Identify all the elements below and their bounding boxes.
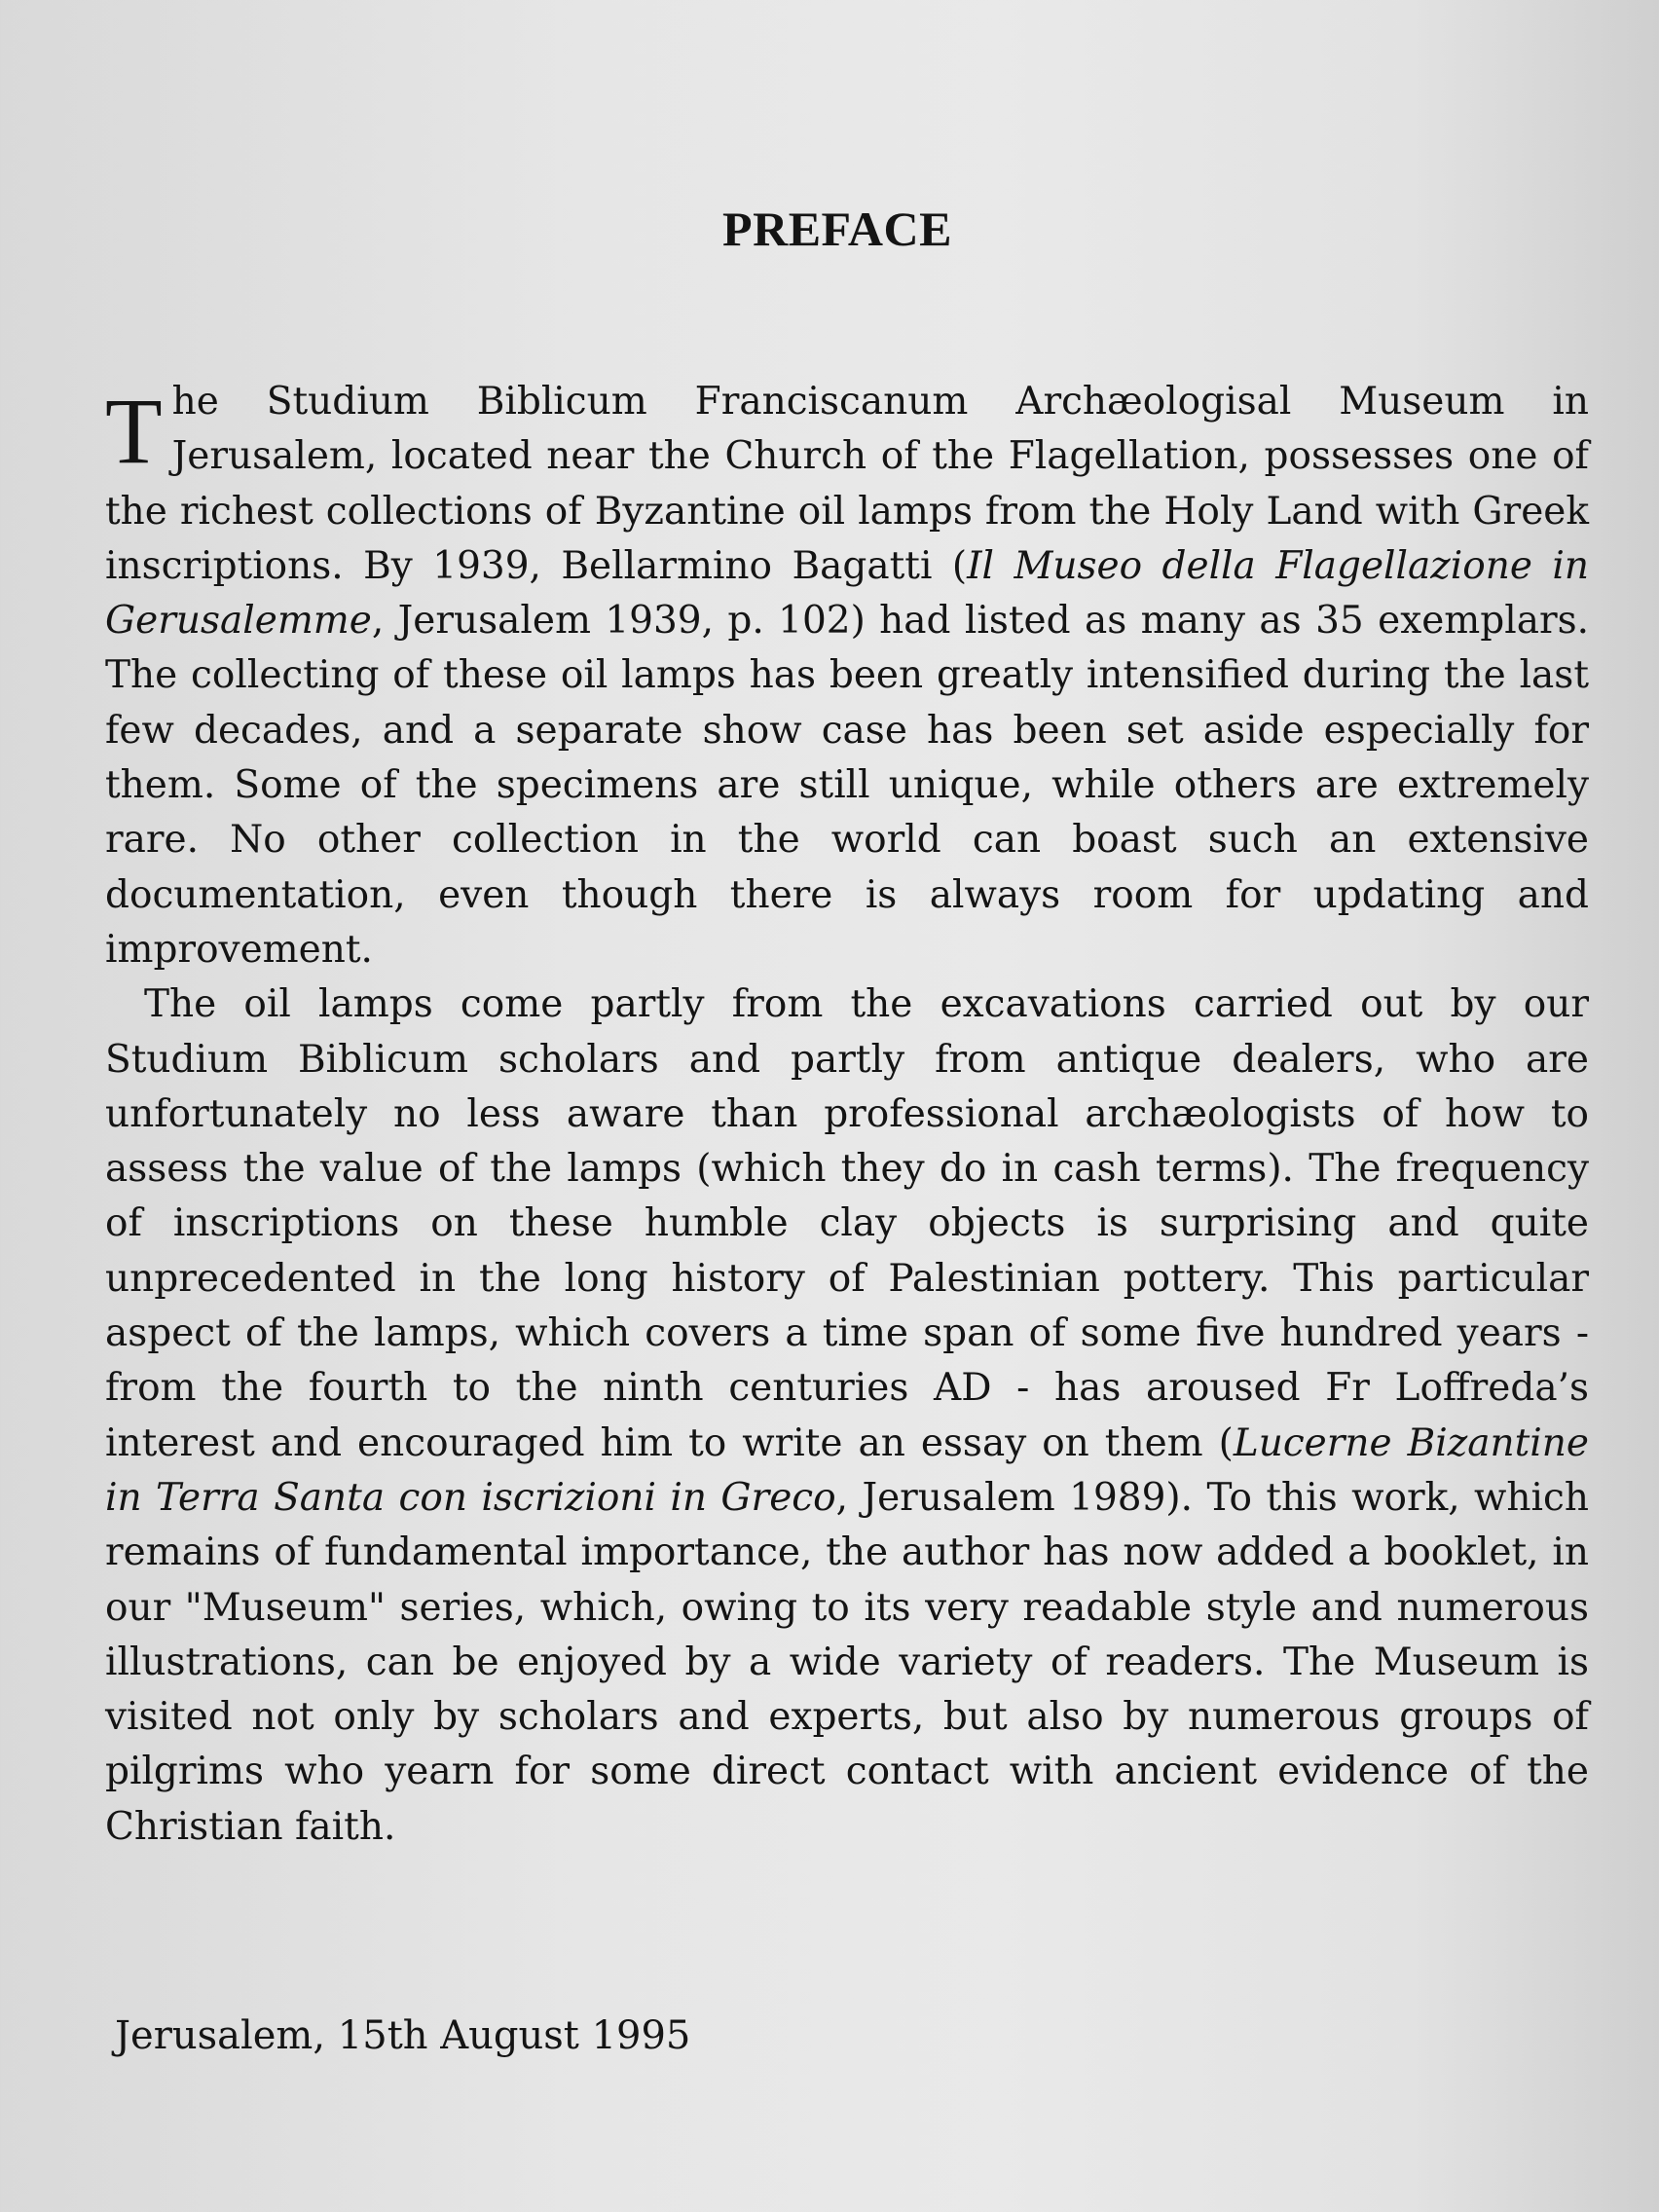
paragraph-2-text-a: The oil lamps come partly from the excavations carried out by our Studium Biblicum scholars and partly from antique dealers, who are unfortunately no less aware than professional archæologists of how to assess the value of the lamps (which they do in cash terms). The frequency of inscriptions on these humble clay objects is surprising and quite unprecedented in the long history of Palestinian pottery. This particular aspect of the lamps, which covers a time span of some five hundred years - from the fourth to the ninth centuries AD - has aroused Fr Loffreda’s interest and encouraged him to write an essay on them (: [105, 982, 1589, 1465]
paragraph-2-text-b: , Jerusalem 1989). To this work, which remains of fundamental importance, the author has now added a booklet, in our "Museum" series, which, owing to its very readable style and numerous illustrations, can be enjoyed by a wide variety of readers. The Museum is visited not only by scholars and experts, but also by numerous groups of pilgrims who yearn for some direct contact with ancient evidence of the Christian faith.: [105, 1475, 1589, 1849]
drop-cap: T: [105, 379, 163, 483]
paragraph-2: [105, 977, 1589, 1855]
citation-loffreda: Lucerne Bizantine in Terra Santa con iscrizioni in Greco: [105, 1420, 1589, 1520]
paragraph-1: [105, 375, 1589, 977]
citation-bagatti: Il Museo della Flagellazione in Gerusalemme: [105, 543, 1589, 644]
paragraph-1-text-a: he Studium Biblicum Franciscanum Archæologisal Museum in Jerusalem, located near the Church of the Flagellation, possesses one of the richest collections of Byzantine oil lamps from the Holy Land with Greek inscriptions. By 1939, Bellarmino Bagatti (: [105, 380, 1589, 588]
place-date: Jerusalem, 15th August 1995: [115, 2013, 691, 2058]
page-title: PREFACE: [722, 202, 952, 256]
preface-body: [105, 375, 1589, 1855]
paragraph-1-text-b: , Jerusalem 1939, p. 102) had listed as many as 35 exemplars. The collecting of these oil lamps has been greatly intensified during the last few decades, and a separate show case has been set aside especially for them. Some of the specimens are still unique, while others are extremely rare. No other collection in the world can boast such an extensive documentation, even though there is always room for updating and improvement.: [105, 599, 1589, 972]
